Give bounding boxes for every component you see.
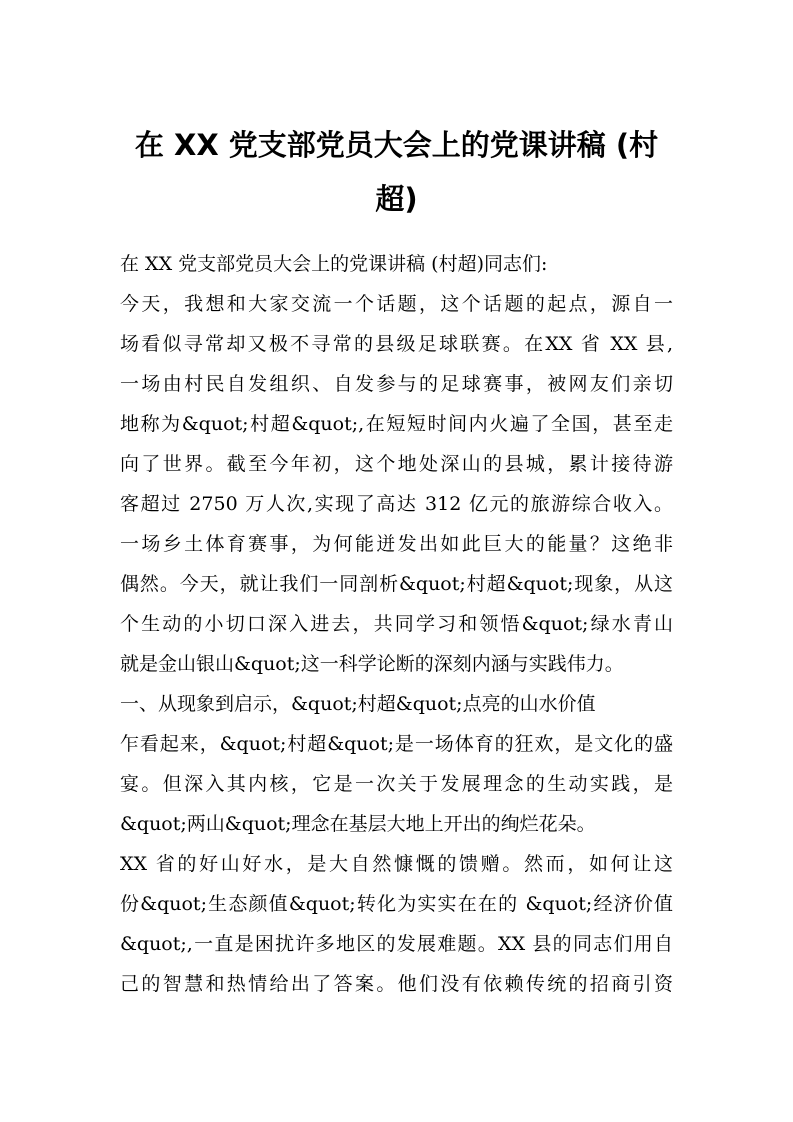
body-text-line: 客超过 2750 万人次,实现了高达 312 亿元的旅游综合收入。 bbox=[120, 493, 673, 515]
body-text-line: 偶然。今天，就让我们一同剖析&quot;村超&quot;现象，从这 bbox=[120, 573, 673, 595]
body-text-line: 宴。但深入其内核，它是一次关于发展理念的生动实践，是 bbox=[120, 773, 673, 795]
body-text-line: 向了世界。截至今年初，这个地处深山的县城，累计接待游 bbox=[120, 453, 673, 475]
body-text-line: 乍看起来，&quot;村超&quot;是一场体育的狂欢，是文化的盛 bbox=[120, 733, 673, 755]
body-text-line: XX 省的好山好水，是大自然慷慨的馈赠。然而，如何让这 bbox=[120, 853, 673, 875]
document-title-line-1: 在 XX 党支部党员大会上的党课讲稿 (村 bbox=[134, 128, 659, 162]
body-text-line: &quot;,一直是困扰许多地区的发展难题。XX 县的同志们用自 bbox=[120, 933, 673, 955]
body-text-line: 就是金山银山&quot;这一科学论断的深刻内涵与实践伟力。 bbox=[120, 653, 624, 675]
body-text-line: 在 XX 党支部党员大会上的党课讲稿 (村超)同志们: bbox=[120, 253, 548, 275]
body-text-line: 份&quot;生态颜值&quot;转化为实实在在的 &quot;经济价值 bbox=[120, 893, 673, 915]
body-text-line: 一场乡土体育赛事，为何能迸发出如此巨大的能量？这绝非 bbox=[120, 533, 673, 555]
document-title-line-2: 超) bbox=[375, 182, 418, 216]
body-text-line: &quot;两山&quot;理念在基层大地上开出的绚烂花朵。 bbox=[120, 813, 596, 835]
body-text-line: 一场由村民自发组织、自发参与的足球赛事，被网友们亲切 bbox=[120, 373, 673, 395]
body-text-line: 今天，我想和大家交流一个话题，这个话题的起点，源自一 bbox=[120, 293, 673, 315]
body-text-line: 场看似寻常却又极不寻常的县级足球联赛。在XX 省 XX 县, bbox=[120, 333, 673, 355]
body-text-line: 个生动的小切口深入进去，共同学习和领悟&quot;绿水青山 bbox=[120, 613, 673, 635]
body-text-line: 地称为&quot;村超&quot;,在短短时间内火遍了全国，甚至走 bbox=[120, 413, 673, 435]
body-text-line: 己的智慧和热情给出了答案。他们没有依赖传统的招商引资 bbox=[120, 973, 673, 995]
body-text-line: 一、从现象到启示，&quot;村超&quot;点亮的山水价值 bbox=[120, 693, 596, 715]
